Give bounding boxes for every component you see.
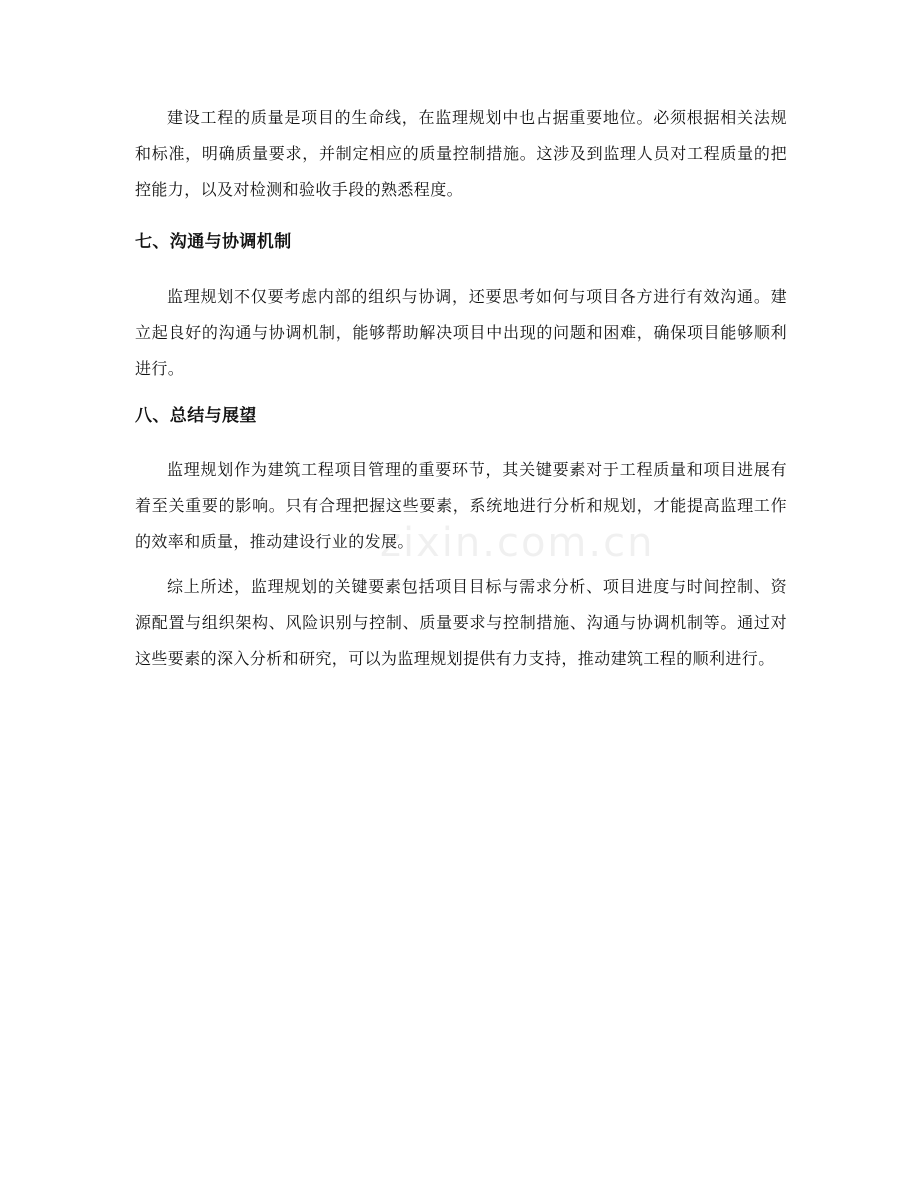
watermark: zixin.com.cn <box>380 520 655 566</box>
section-heading-8: 八、总结与展望 <box>135 406 257 426</box>
paragraph-summary-2: 综上所述，监理规划的关键要素包括项目目标与需求分析、项目进度与时间控制、资源配置与组织架构、风险识别与控制、质量要求与控制措施、沟通与协调机制等。通过对这些要素的深入分析和研究，可以为监理规划提供有力支持，推动建筑工程的顺利进行。 <box>135 577 787 668</box>
paragraph-summary-1: 监理规划作为建筑工程项目管理的重要环节，其关键要素对于工程质量和项目进展有着至关重要的影响。只有合理把握这些要素，系统地进行分析和规划，才能提高监理工作的效率和质量，推动建设行业的发展。 <box>135 460 787 551</box>
paragraph-communication: 监理规划不仅要考虑内部的组织与协调，还要思考如何与项目各方进行有效沟通。建立起良好的沟通与协调机制，能够帮助解决项目中出现的问题和困难，确保项目能够顺利进行。 <box>135 287 787 378</box>
paragraph-quality-intro: 建设工程的质量是项目的生命线，在监理规划中也占据重要地位。必须根据相关法规和标准，明确质量要求，并制定相应的质量控制措施。这涉及到监理人员对工程质量的把控能力，以及对检测和验收手段的熟悉程度。 <box>135 108 787 199</box>
section-heading-7: 七、沟通与协调机制 <box>135 232 292 252</box>
